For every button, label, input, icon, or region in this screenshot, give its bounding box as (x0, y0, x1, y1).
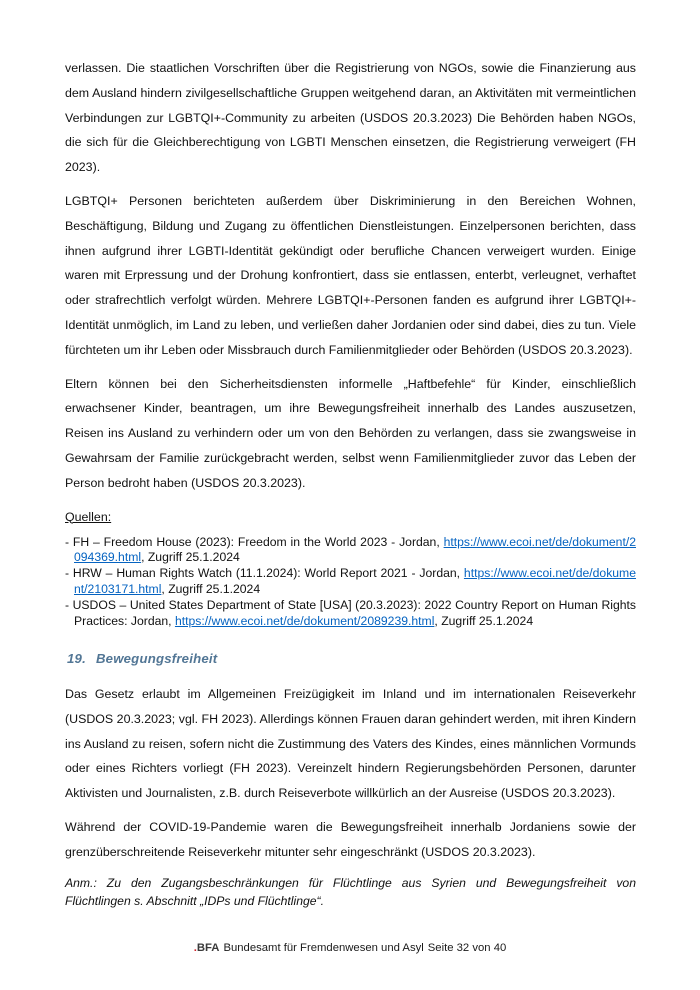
footer-page-number: Seite 32 von 40 (427, 942, 507, 954)
bfa-logo (194, 942, 220, 954)
body-paragraph-3: Eltern können bei den Sicherheitsdiensten informelle „Haftbefehle“ für Kinder, einschließlich erwachsener Kinder, beantragen, um ihre Bewegungsfreiheit innerhalb des Landes auszusetzen, Reisen ins Ausland zu verhindern oder um von den Behörden zu verlangen, dass sie zwangsweise in Gewahrsam der Familie zurückgebracht werden, selbst wenn Familienmitglieder zuvor das Leben der Person bedroht haben (USDOS 20.3.2023). (65, 376, 636, 490)
source-access-date: , Zugriff 25.1.2024 (141, 549, 240, 564)
source-text: - FH – Freedom House (2023): Freedom in the World 2023 - Jordan, (65, 534, 444, 549)
sources-heading-label: Quellen: (65, 509, 112, 524)
source-access-date: , Zugriff 25.1.2024 (161, 581, 261, 596)
source-entry-usdos (65, 598, 636, 629)
source-link-fh[interactable]: https://www.ecoi.net/de/dokument/2094369.html (74, 534, 636, 564)
sources-list (65, 535, 636, 629)
section-heading-bewegungsfreiheit (67, 651, 636, 666)
body-paragraph-1: verlassen. Die staatlichen Vorschriften über die Registrierung von NGOs, sowie die Finanzierung aus dem Ausland hindern zivilgesellschaftliche Gruppen weitgehend daran, an Aktivitäten mit vermeintlichen Verbindungen zur LGBTQI+-Community zu arbeiten (USDOS 20.3.2023) Die Behörden haben NGOs, die sich für die Gleichberechtigung von LGBTI Menschen einsetzen, die Registrierung verweigert (FH 2023). (65, 61, 636, 175)
source-entry-hrw (65, 566, 636, 597)
source-link-usdos[interactable]: https://www.ecoi.net/de/dokument/2089239.html (174, 613, 435, 628)
source-link-hrw[interactable]: https://www.ecoi.net/de/dokument/2103171.html (74, 566, 636, 596)
editorial-note: Anm.: Zu den Zugangsbeschränkungen für Flüchtlinge aus Syrien und Bewegungsfreiheit von Flüchtlingen s. Abschnitt „IDPs und Flüchtlinge“. (65, 875, 636, 909)
page-footer (0, 942, 700, 954)
body-paragraph-2: LGBTQI+ Personen berichteten außerdem über Diskriminierung in den Bereichen Wohnen, Beschäftigung, Bildung und Zugang zu öffentlichen Dienstleistungen. Einzelpersonen berichten, dass ihnen aufgrund ihrer LGBTI-Identität gekündigt oder berufliche Chancen verweigert wurden. Einige waren mit Erpressung und der Drohung konfrontiert, dass sie entlassen, enterbt, verleugnet, verhaftet oder strafrechtlich verfolgt würden. Mehrere LGBTQI+-Personen fanden es aufgrund ihrer LGBTQI+-Identität unmöglich, im Land zu leben, und verließen daher Jordanien oder sind dabei, dies zu tun. Viele fürchteten um ihr Leben oder Missbrauch durch Familienmitglieder oder Behörden (USDOS 20.3.2023). (65, 193, 636, 357)
source-access-date: , Zugriff 25.1.2024 (434, 613, 534, 628)
bfa-logo-dot: . (193, 942, 197, 954)
section-paragraph-2: Während der COVID-19-Pandemie waren die Bewegungsfreiheit innerhalb Jordaniens sowie der grenzüberschreitende Reiseverkehr mitunter sehr eingeschränkt (USDOS 20.3.2023). (65, 819, 636, 859)
section-title: Bewegungsfreiheit (95, 650, 218, 666)
section-number: 19. (67, 650, 86, 666)
section-paragraph-1: Das Gesetz erlaubt im Allgemeinen Freizügigkeit im Inland und im internationalen Reiseverkehr (USDOS 20.3.2023; vgl. FH 2023). Allerdings können Frauen daran gehindert werden, mit ihren Kindern ins Ausland zu reisen, sofern nicht die Zustimmung des Vaters des Kindes, eines männlichen Vormunds oder eines Richters vorliegt (FH 2023). Vereinzelt hindern Regierungsbehörden Personen, darunter Aktivisten und Journalisten, z.B. durch Reiseverbote willkürlich an der Ausreise (USDOS 20.3.2023). (65, 686, 636, 801)
sources-heading (65, 505, 636, 529)
source-entry-fh (65, 535, 636, 566)
footer-organization: Bundesamt für Fremdenwesen und Asyl (223, 942, 424, 954)
source-text: - USDOS – United States Department of State [USA] (20.3.2023): 2022 Country Report on Human Rights Practices: Jordan, (65, 598, 636, 628)
bfa-logo-text: BFA (196, 942, 220, 954)
source-text: - HRW – Human Rights Watch (11.1.2024): World Report 2021 - Jordan, (65, 566, 464, 581)
